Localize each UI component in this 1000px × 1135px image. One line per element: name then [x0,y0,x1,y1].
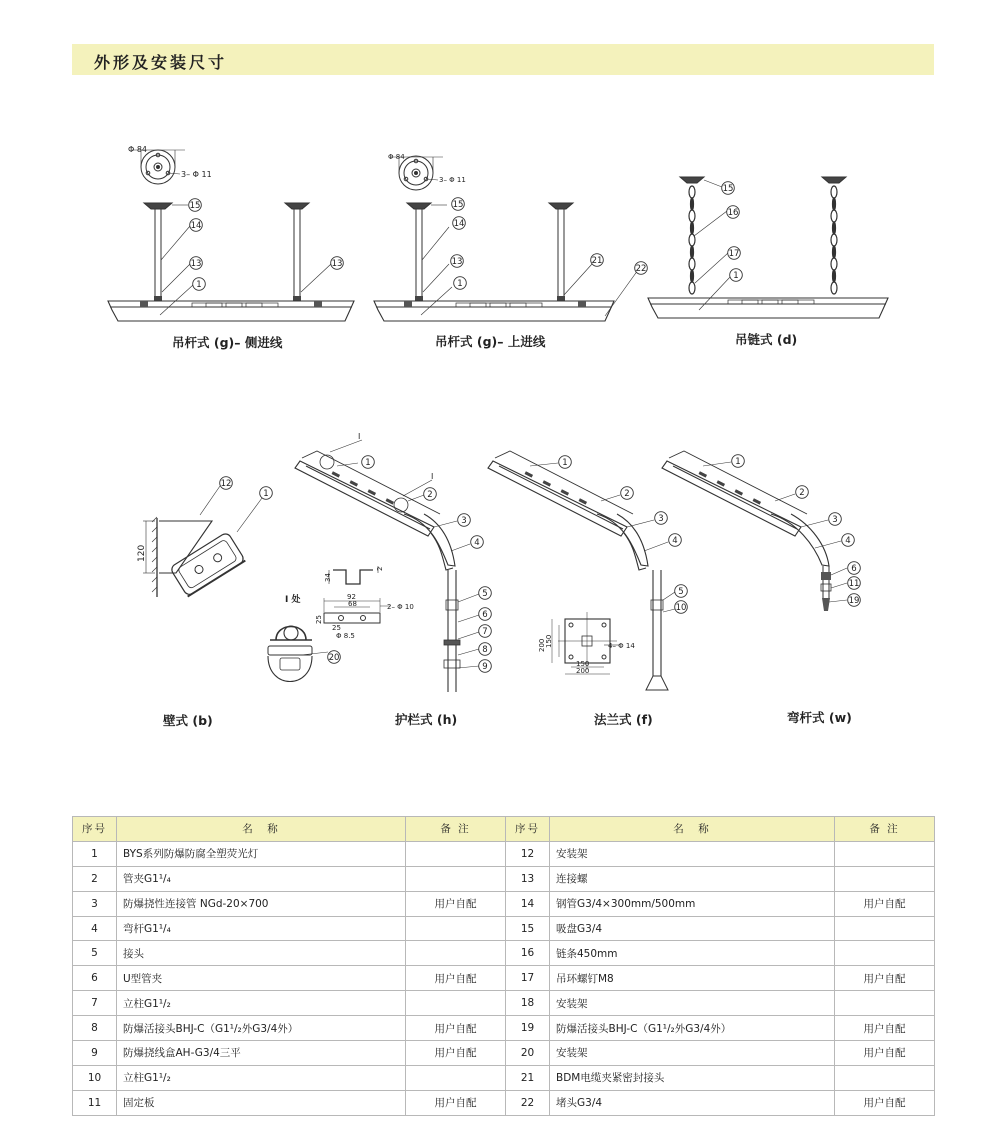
lamp-drawing-g-top [374,156,638,321]
table-cell-no: 14 [506,891,550,916]
table-cell-note [406,841,506,866]
table-cell-note [406,1065,506,1090]
table-row [73,916,935,941]
svg-text:16: 16 [727,208,739,218]
mounting-disk-top-view-2 [390,156,443,190]
lamp-drawing-h [295,440,479,692]
lamp-drawing-b [143,486,262,597]
table-cell-note: 用户自配 [835,891,935,916]
table-cell-no: 20 [506,1041,550,1066]
header-name: 名 称 [117,817,406,842]
dim-f150: 150 [545,634,553,648]
table-row [73,866,935,891]
header-note: 备 注 [406,817,506,842]
table-cell-note: 用户自配 [406,1090,506,1115]
table-cell-no: 15 [506,916,550,941]
table-cell-note: 用户自配 [406,1041,506,1066]
clamp-detail-drawing [268,566,390,682]
svg-text:15: 15 [452,200,464,210]
svg-text:1: 1 [365,458,371,468]
table-cell-no: 18 [506,991,550,1016]
svg-text:7: 7 [482,627,488,637]
table-cell-no: 22 [506,1090,550,1115]
table-cell-name: 固定板 [117,1090,406,1115]
table-cell-no: 16 [506,941,550,966]
dim-4phi14: 4– Φ 14 [608,642,635,650]
table-cell-note [835,916,935,941]
dim-phi85: Φ 8.5 [336,632,355,640]
table-cell-note: 用户自配 [406,966,506,991]
table-cell-name: 连接螺 [550,866,835,891]
svg-text:4: 4 [672,536,678,546]
svg-text:1: 1 [735,457,741,467]
detail-title: I 处 [285,595,301,605]
table-cell-no: 3 [73,891,117,916]
table-cell-name: U型管夹 [117,966,406,991]
table-cell-name: 立柱G1¹/₂ [117,1065,406,1090]
section-title: 外形及安装尺寸 [94,53,228,72]
table-cell-name: BDM电缆夹紧密封接头 [550,1065,835,1090]
table-cell-no: 12 [506,841,550,866]
svg-text:1: 1 [562,458,568,468]
table-cell-note [835,841,935,866]
dim-92: 92 [347,593,356,601]
table-cell-note [835,866,935,891]
caption-d: 吊链式 (d) [735,332,798,347]
svg-text:22: 22 [635,264,647,274]
caption-b: 壁式 (b) [163,713,213,728]
section-mark-2: I [431,472,434,481]
table-cell-no: 10 [73,1065,117,1090]
table-cell-no: 2 [73,866,117,891]
svg-text:6: 6 [851,564,857,574]
svg-text:3: 3 [461,516,467,526]
lamp-drawing-w [662,451,847,611]
table-cell-no: 9 [73,1041,117,1066]
table-cell-note: 用户自配 [835,1090,935,1115]
lamp-drawing-f [488,451,678,690]
table-cell-name: 立柱G1¹/₂ [117,991,406,1016]
table-cell-note: 用户自配 [406,891,506,916]
lamp-drawing-g-side [108,150,354,321]
dim-25: 25 [315,615,323,624]
svg-text:2: 2 [624,489,630,499]
table-cell-note: 用户自配 [835,1041,935,1066]
svg-text:1: 1 [263,489,269,499]
table-cell-no: 5 [73,941,117,966]
table-cell-name: 吊环螺钉M8 [550,966,835,991]
svg-text:11: 11 [848,579,860,589]
table-row [73,891,935,916]
caption-h: 护栏式 (h) [395,712,458,727]
dim-holes: 3– Φ 11 [181,170,212,179]
table-cell-no: 21 [506,1065,550,1090]
table-cell-name: 防爆活接头BHJ-C（G1¹/₂外G3/4外） [550,1016,835,1041]
svg-text:1: 1 [733,271,739,281]
svg-text:2: 2 [799,488,805,498]
svg-text:6: 6 [482,610,488,620]
svg-text:5: 5 [482,589,488,599]
dim-2phi10: 2– Φ 10 [387,603,414,611]
table-cell-name: 安装架 [550,1041,835,1066]
table-cell-note [406,866,506,891]
table-cell-note: 用户自配 [406,1016,506,1041]
dim-holes-b: 3– Φ 11 [439,176,466,184]
table-cell-name: 接头 [117,941,406,966]
table-cell-no: 4 [73,916,117,941]
table-cell-note [835,941,935,966]
svg-text:3: 3 [832,515,838,525]
svg-text:1: 1 [196,280,202,290]
table-cell-name: 管夹G1¹/₄ [117,866,406,891]
lamp-drawing-d [648,177,888,318]
header-no-2: 序号 [506,817,550,842]
table-cell-name: BYS系列防爆防腐全塑荧光灯 [117,841,406,866]
svg-text:2: 2 [427,490,433,500]
table-cell-no: 8 [73,1016,117,1041]
table-cell-name: 防爆挠线盒AH-G3/4三平 [117,1041,406,1066]
header-note-2: 备 注 [835,817,935,842]
table-cell-no: 6 [73,966,117,991]
table-row [73,941,935,966]
svg-text:17: 17 [728,249,740,259]
table-cell-note [835,1065,935,1090]
svg-text:9: 9 [482,662,488,672]
table-cell-name: 防爆挠性连接管 NGd-20×700 [117,891,406,916]
svg-text:1: 1 [457,279,463,289]
svg-text:13: 13 [331,259,343,269]
table-cell-no: 17 [506,966,550,991]
svg-text:14: 14 [190,221,202,231]
section-mark-1: I [358,432,361,441]
table-cell-note: 用户自配 [835,966,935,991]
table-cell-name: 链条450mm [550,941,835,966]
table-row [73,966,935,991]
header-no: 序号 [73,817,117,842]
table-row [73,991,935,1016]
table-row [73,841,935,866]
svg-text:15: 15 [189,201,201,211]
table-cell-name: 安装架 [550,991,835,1016]
table-row [73,1065,935,1090]
svg-text:4: 4 [845,536,851,546]
mounting-disk-top-view [132,150,185,184]
dim-f200-b: 200 [576,667,590,675]
dimension-labels [128,145,635,675]
caption-g-top: 吊杆式 (g)– 上进线 [435,334,546,349]
caption-f: 法兰式 (f) [594,712,653,727]
dim-68: 68 [348,600,357,608]
svg-text:3: 3 [658,514,664,524]
dim-f150-b: 150 [576,660,590,668]
table-body [73,841,935,1115]
dim-25-b: 25 [332,624,341,632]
header-name-2: 名 称 [550,817,835,842]
table-cell-name: 安装架 [550,841,835,866]
caption-g-side: 吊杆式 (g)– 侧进线 [172,335,283,350]
table-cell-note [835,991,935,1016]
svg-text:13: 13 [451,257,463,267]
svg-text:15: 15 [722,184,734,194]
svg-text:20: 20 [328,653,340,663]
table-cell-name: 堵头G3/4 [550,1090,835,1115]
svg-text:19: 19 [848,596,860,606]
table-cell-no: 13 [506,866,550,891]
svg-text:14: 14 [453,219,465,229]
parts-table [72,816,935,1116]
table-row [73,1090,935,1115]
table-cell-note [406,941,506,966]
dim-phi84: Φ 84 [128,145,148,154]
table-header-row [73,817,935,842]
table-cell-name: 防爆活接头BHJ-C（G1¹/₂外G3/4外） [117,1016,406,1041]
dim-f200: 200 [538,638,546,652]
caption-w: 弯杆式 (w) [787,710,852,725]
table-cell-name: 钢管G3/4×300mm/500mm [550,891,835,916]
table-cell-note [406,991,506,1016]
dim-phi84-b: Φ 84 [388,153,405,161]
table-cell-name: 吸盘G3/4 [550,916,835,941]
dim-wall-120: 120 [137,544,147,562]
table-cell-note: 用户自配 [835,1016,935,1041]
table-cell-name: 弯杆G1¹/₄ [117,916,406,941]
svg-text:13: 13 [190,259,202,269]
svg-text:12: 12 [220,479,232,489]
dim-34: 34 [324,573,332,582]
table-row [73,1016,935,1041]
svg-text:4: 4 [474,538,480,548]
svg-text:8: 8 [482,645,488,655]
table-cell-no: 19 [506,1016,550,1041]
table-cell-no: 1 [73,841,117,866]
svg-text:21: 21 [591,256,603,266]
table-cell-no: 7 [73,991,117,1016]
svg-text:10: 10 [675,603,687,613]
table-cell-note [406,916,506,941]
dim-2: 2 [376,566,384,571]
table-row [73,1041,935,1066]
table-cell-no: 11 [73,1090,117,1115]
svg-text:5: 5 [678,587,684,597]
